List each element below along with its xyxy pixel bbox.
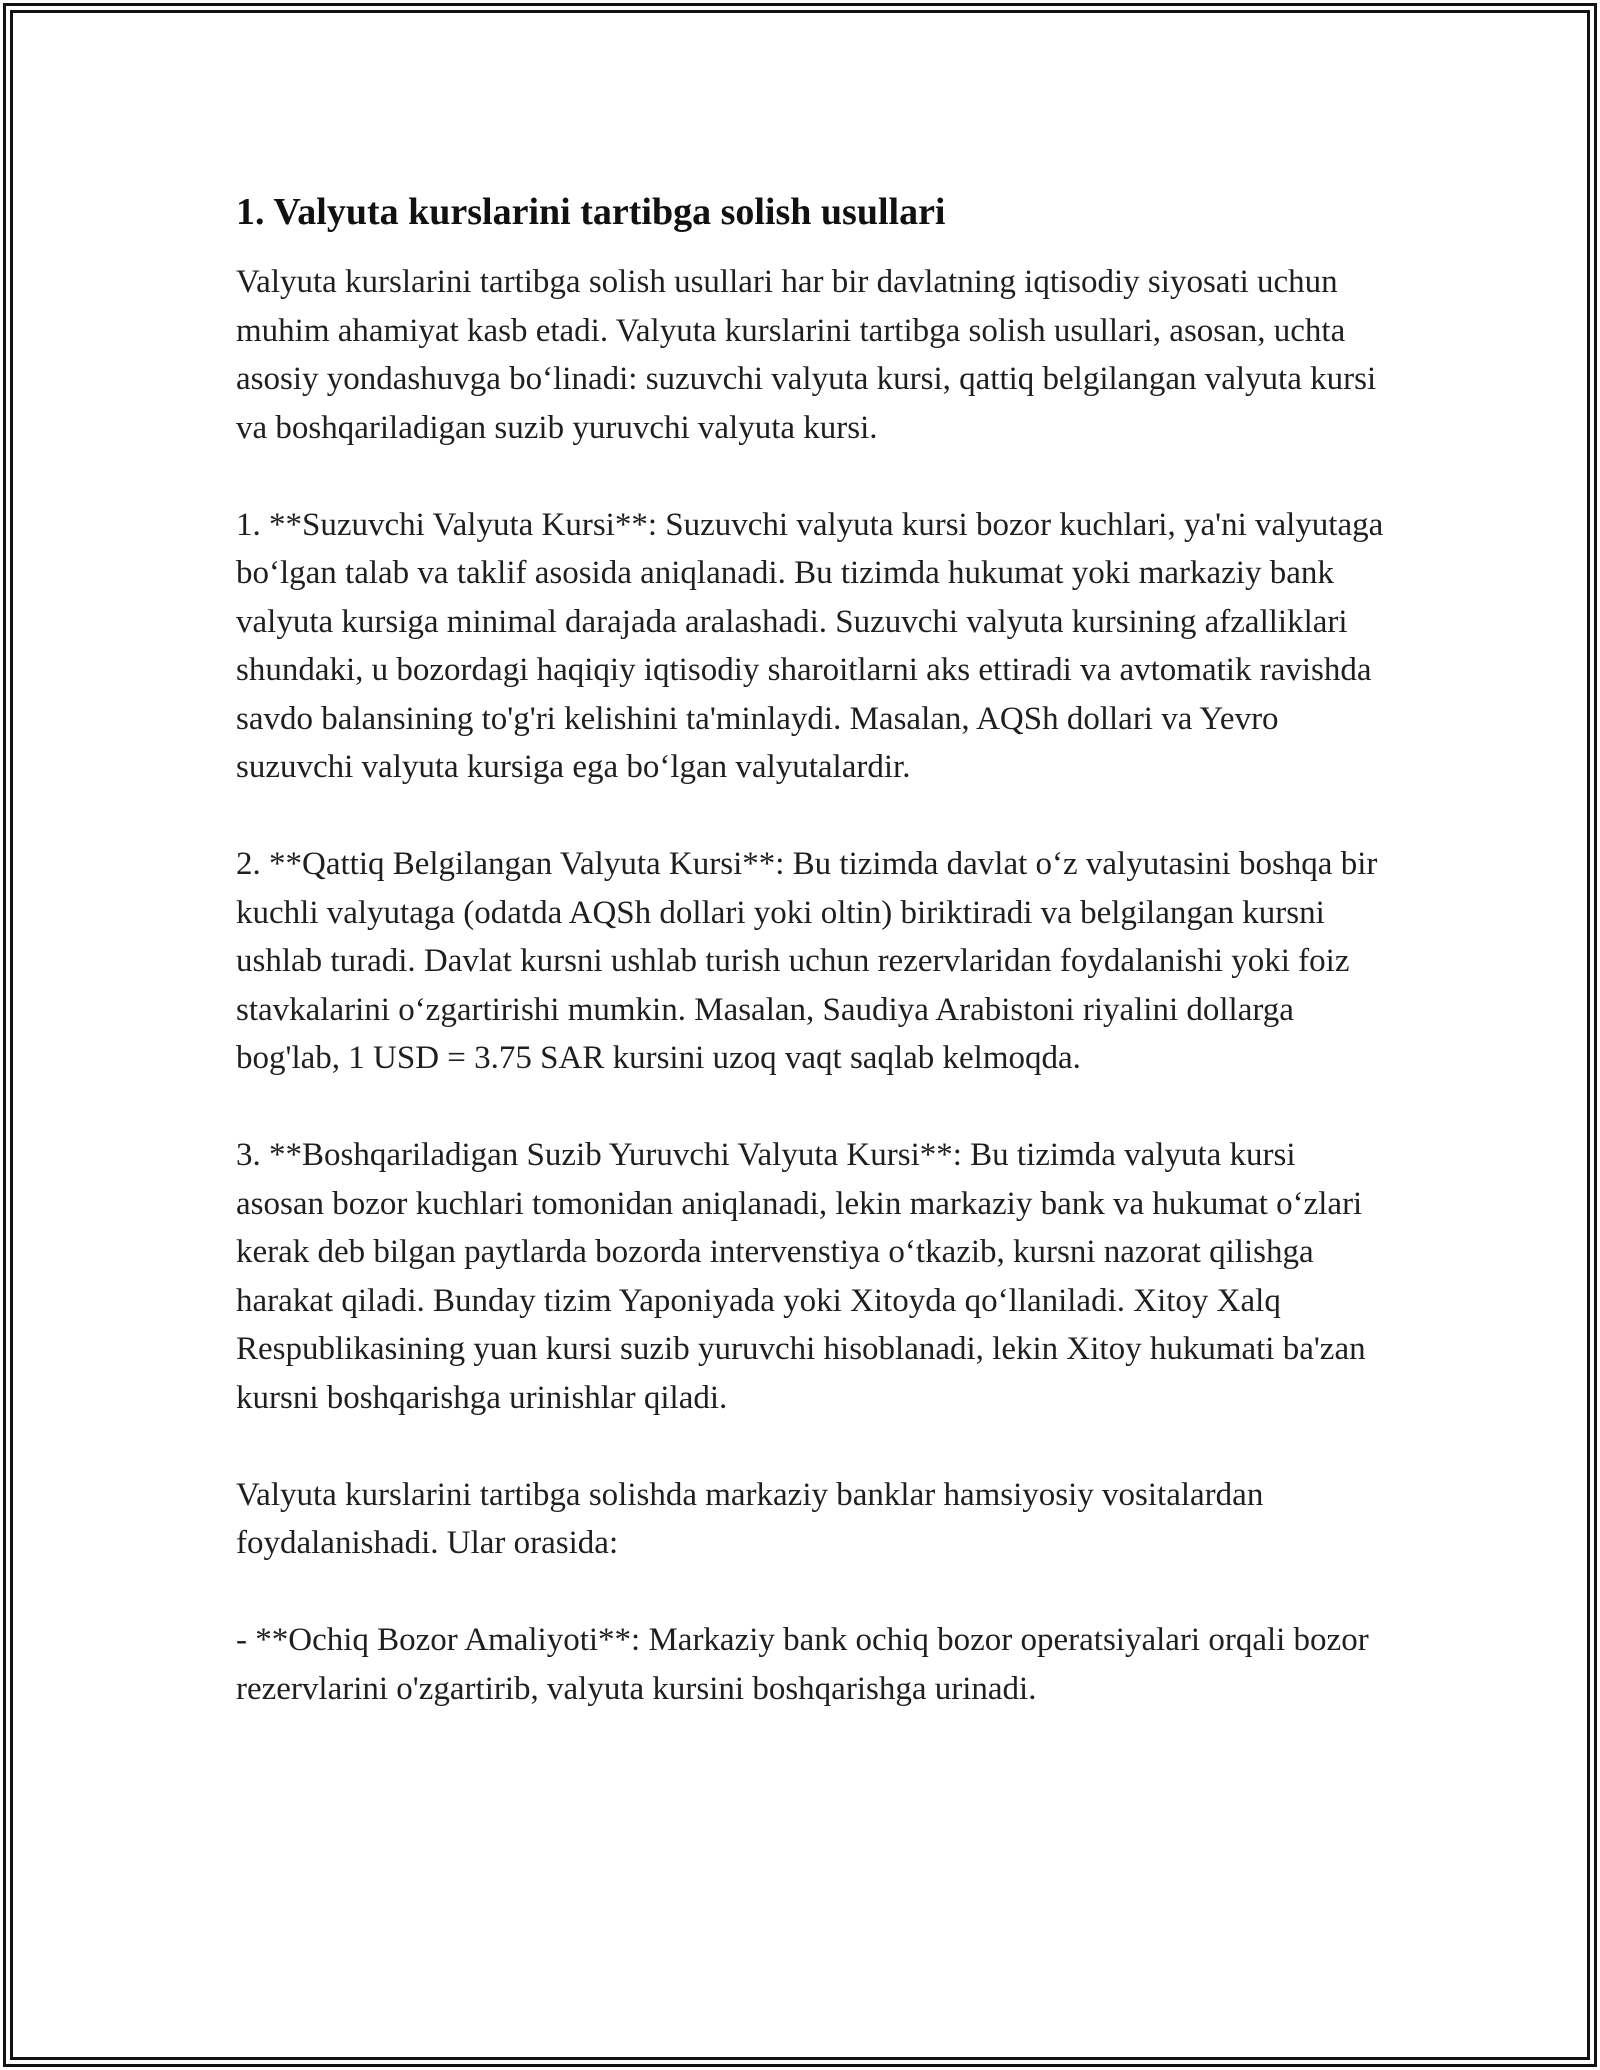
open-market-paragraph: - **Ochiq Bozor Amaliyoti**: Markaziy bank ochiq bozor operatsiyalari orqali bozor rezervlarini o'zgartirib, valyuta kursini boshqarishga urinadi. [236,1622,1369,1707]
central-bank-tools-paragraph: Valyuta kurslarini tartibga solishda markaziy banklar hamsiyosiy vositalardan foydalanishadi. Ular orasida: [236,1476,1264,1561]
floating-rate-paragraph: 1. **Suzuvchi Valyuta Kursi**: Suzuvchi valyuta kursi bozor kuchlari, ya'ni valyutaga bo‘lgan talab va taklif asosida aniqlanadi. Bu tizimda hukumat yoki markaziy bank valyuta kursiga minimal darajada aralashadi. Suzuvchi valyuta kursining afzalliklari shundaki, u bozordagi haqiqiy iqtisodiy sharoitlarni aks ettiradi va avtomatik ravishda savdo balansining to'g'ri kelishini ta'minlaydi. Masalan, AQSh dollari va Yevro suzuvchi valyuta kursiga ega bo‘lgan valyutalardir. [236,506,1384,785]
managed-float-paragraph: 3. **Boshqariladigan Suzib Yuruvchi Valyuta Kursi**: Bu tizimda valyuta kursi asosan bozor kuchlari tomonidan aniqlanadi, lekin markaziy bank va hukumat o‘zlari kerak deb bilgan paytlarda bozorda intervenstiya o‘tkazib, kursni nazorat qilishga harakat qiladi. Bunday tizim Yaponiyada yoki Xitoyda qo‘llaniladi. Xitoy Xalq Respublikasining yuan kursi suzib yuruvchi hisoblanadi, lekin Xitoy hukumati ba'zan kursni boshqarishga urinishlar qiladi. [236,1137,1366,1416]
section-heading: 1. Valyuta kurslarini tartibga solish usullari [236,191,946,233]
fixed-rate-paragraph: 2. **Qattiq Belgilangan Valyuta Kursi**: Bu tizimda davlat o‘z valyutasini boshqa bir kuchli valyutaga (odatda AQSh dollari yoki oltin) biriktiradi va belgilangan kursni ushlab turadi. Davlat kursni ushlab turish uchun rezervlaridan foydalanishi yoki foiz stavkalarini o‘zgartirishi mumkin. Masalan, Saudiya Arabistoni riyalini dollarga bog'lab, 1 USD = 3.75 SAR kursini uzoq vaqt saqlab kelmoqda. [236,846,1378,1076]
intro-paragraph: Valyuta kurslarini tartibga solish usullari har bir davlatning iqtisodiy siyosati uchun muhim ahamiyat kasb etadi. Valyuta kurslarini tartibga solish usullari, asosan, uchta asosiy yondashuvga bo‘linadi: suzuvchi valyuta kursi, qattiq belgilangan valyuta kursi va boshqariladigan suzib yuruvchi valyuta kursi. [236,264,1377,446]
document-body [236,186,1386,1713]
